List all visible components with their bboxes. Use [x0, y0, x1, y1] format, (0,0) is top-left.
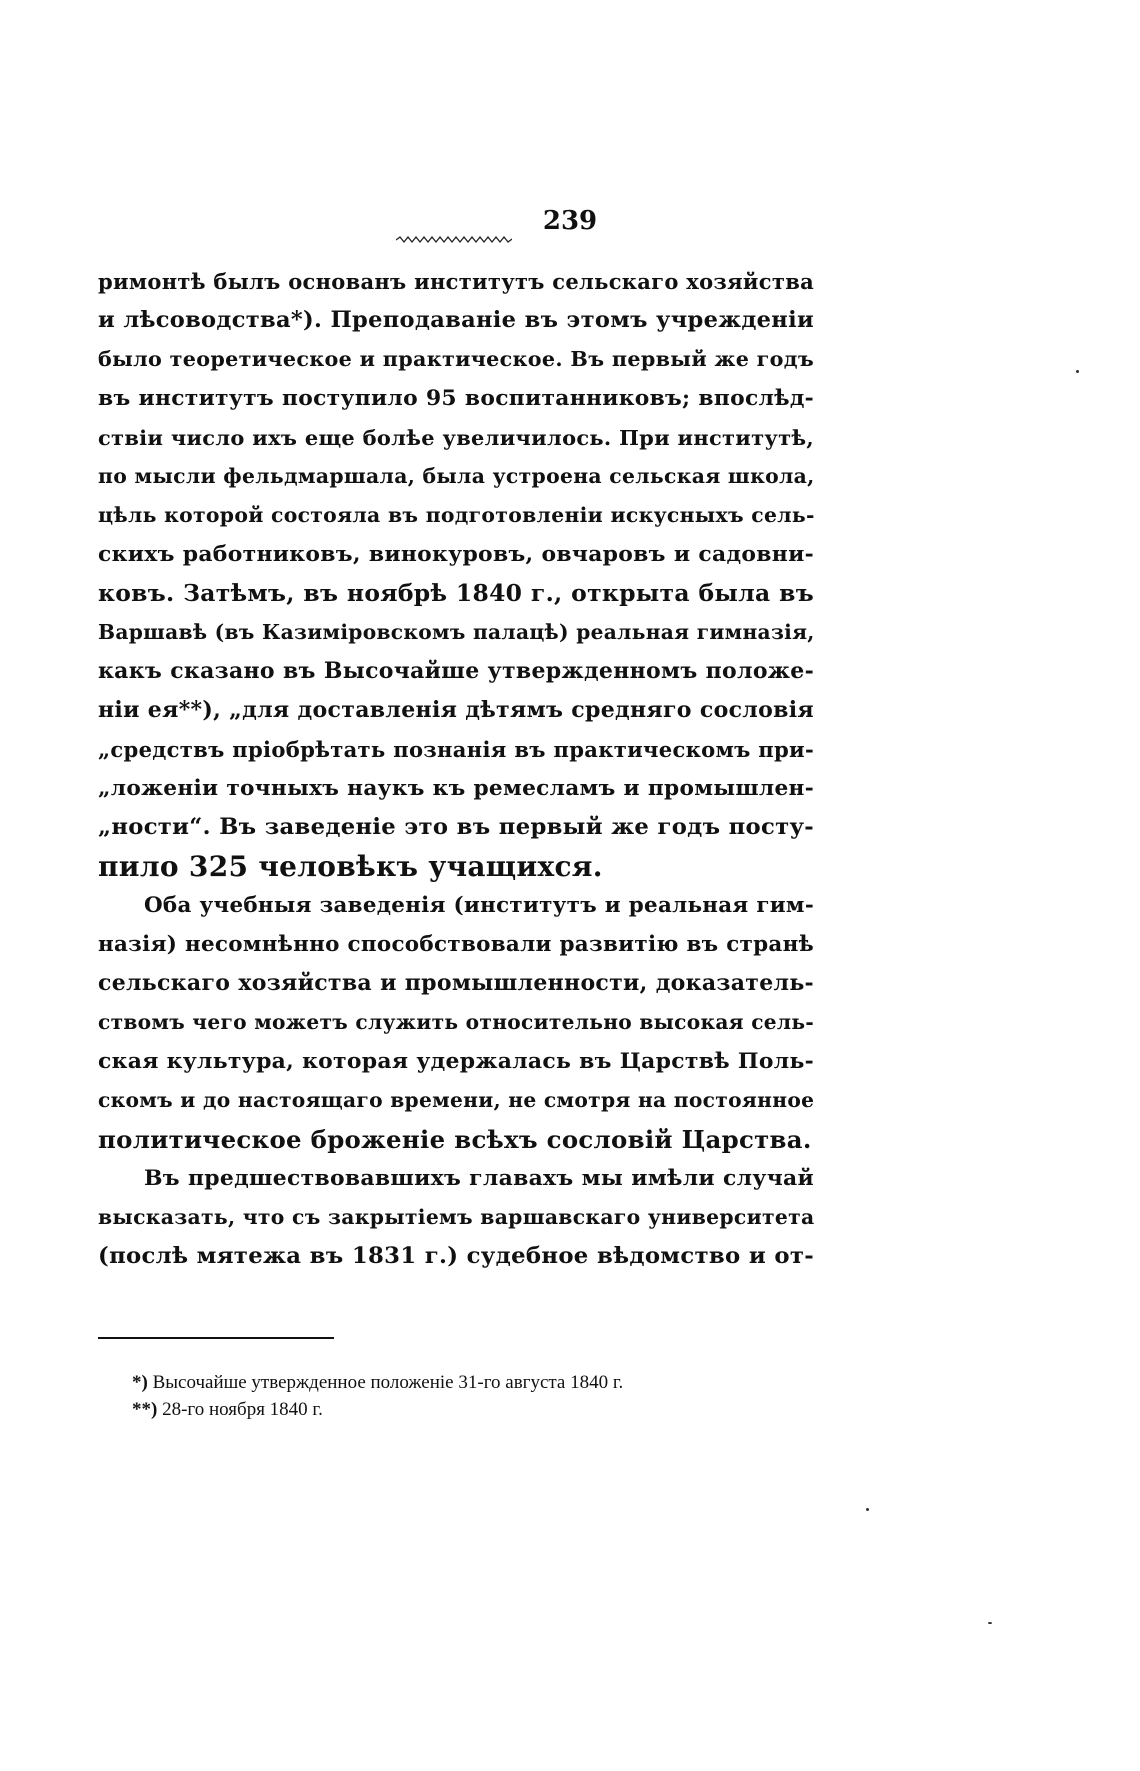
text-line: нiи ея**), „для доставленiя дѣтямъ средняго сословiя: [98, 697, 814, 723]
footnote-divider: [98, 1337, 334, 1339]
text-line: было теоретическое и практическое. Въ первый же годъ: [98, 347, 815, 371]
text-line: скихъ работниковъ, винокуровъ, овчаровъ и садовни-: [98, 541, 814, 567]
text-line: Варшавѣ (въ Казимiровскомъ палацѣ) реальная гимназiя,: [98, 620, 815, 644]
text-line: „ности“. Въ заведенiе это въ первый же годъ посту-: [98, 814, 814, 840]
text-line: назiя) несомнѣнно способствовали развитiю въ странѣ: [98, 932, 814, 957]
text-line: пило 325 человѣкъ учащихся.: [98, 850, 603, 883]
footnote-mark: **): [132, 1399, 158, 1420]
text-line: ствiи число ихъ еще болѣе увеличилось. При институтѣ,: [98, 425, 814, 450]
text-line: по мысли фельдмаршала, была устроена сельская школа,: [98, 464, 815, 488]
scan-speck: [866, 1508, 869, 1511]
text-line: ская культура, которая удержалась въ Царствѣ Поль-: [98, 1048, 814, 1074]
footnote-text: 28-го ноября 1840 г.: [162, 1399, 323, 1420]
footnote-1: [132, 1369, 832, 1396]
text-line: въ институтъ поступило 95 воспитанниковъ; впослѣд-: [98, 386, 814, 411]
text-line: (послѣ мятежа въ 1831 г.) судебное вѣдомство и от-: [98, 1243, 814, 1269]
text-line: какъ сказано въ Высочайше утвержденномъ положе-: [98, 658, 814, 684]
text-line: и лѣсоводства*). Преподаванiе въ этомъ учрежденiи: [98, 307, 814, 333]
footnote-text: Высочайше утвержденное положенiе 31-го августа 1840 г.: [152, 1372, 624, 1393]
text-line: римонтѣ былъ основанъ институтъ сельскаго хозяйства: [98, 269, 814, 294]
footnote-mark: *): [132, 1372, 148, 1393]
text-line: высказать, что съ закрытiемъ варшавскаго университета: [98, 1205, 815, 1229]
text-line: цѣль которой состояла въ подготовленiи искусныхъ сель-: [98, 503, 815, 527]
footnote-2: [132, 1396, 832, 1423]
scan-speck: [1076, 370, 1079, 373]
text-line: ствомъ чего можетъ служить относительно высокая сель-: [98, 1010, 815, 1034]
text-line: сельскаго хозяйства и промышленности, доказатель-: [98, 970, 814, 996]
text-line: политическое броженiе всѣхъ сословiй Царства.: [98, 1125, 812, 1154]
text-line: скомъ и до настоящаго времени, не смотря на постоянное: [98, 1088, 815, 1112]
text-line: Въ предшествовавшихъ главахъ мы имѣли случай: [144, 1165, 814, 1191]
text-line: „средствъ прiобрѣтать познанiя въ практическомъ при-: [98, 737, 814, 762]
footnotes: [132, 1369, 832, 1423]
scan-speck: [988, 1622, 992, 1624]
body-text: [98, 262, 814, 1276]
text-line: Оба учебныя заведенiя (институтъ и реальная гим-: [144, 893, 814, 918]
text-line: ковъ. Затѣмъ, въ ноябрѣ 1840 г., открыта была въ: [98, 579, 814, 607]
page-number-ornament: [396, 236, 512, 244]
text-line: „ложенiи точныхъ наукъ къ ремесламъ и промышлен-: [98, 776, 814, 801]
page-number: 239: [542, 206, 598, 236]
